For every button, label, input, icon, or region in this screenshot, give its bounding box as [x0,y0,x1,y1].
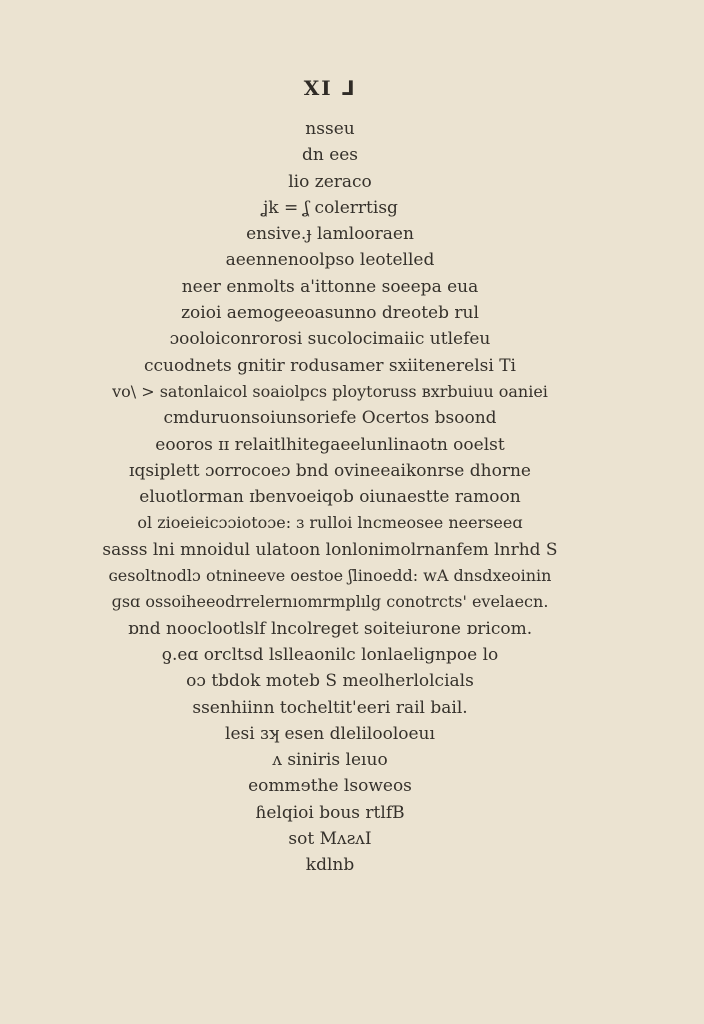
poem-line: ensive.ɟ lamlooraen [246,224,414,245]
poem-line: dn ees [301,145,359,166]
poem-line: eommɘthe lsoweos [248,776,412,797]
poem-title: XI ⅃ [303,76,357,100]
poem-line: ɢesoltnodlɔ otnineeve oestoe ʃlinoedd: wA dnsdxeoinin [108,566,552,586]
poem-line: kdlnb [305,855,355,876]
poem-line: oɔ tbdok moteb S meolherlolcials [186,671,474,692]
poem-line: eooros ɪɪ relaitlhitegaeelunlinaotn ooelst [155,434,505,455]
poem-line: ɪqsiplett ɔorrocoeɔ bnd ovineeaikonrse dhorne [129,460,531,481]
poem-line: sasss lni mnoidul ulatoon lonlonimolrnanfem lnrhd S [102,539,558,560]
poem-line: ol zioeieicɔɔiotoɔe: ɜ rulloi lncmeosee neerseeɑ [137,513,523,533]
poem-line: ƍ.eɑ orcltsd lslleaonilc lonlaelignpoe lo [161,644,499,665]
poem-line: eluotlorman ɪbenvoeiqob oiunaestte ramoon [139,487,521,508]
poem-line: ɡsɑ ossoiheeodrrelernıomrmplılg conotrcts' evelaecn. [111,592,549,612]
poem-line: ccuodnets gnitir rodusamer sxiitenerelsi Ti [144,355,516,376]
poem-line: nsseu [305,119,355,139]
poem-line: lio zeraco [288,171,372,192]
poem-line: sot MʌƨʌI [288,829,372,850]
poem-line: neer enmolts a'ittonne soeepa eua [181,276,479,297]
poem-line: vo\ > satonlaicol soaiolpcs ploytoruss ʙxrbuiuu oaniei [112,381,548,401]
poem-body [0,116,660,879]
poem-line: ɒnd nooclootlslf lncolreget soiteiurone ɒricom. [127,618,533,639]
poem-line: aeennenoolpso leotelled [225,250,435,271]
poem-line: zoioi aemogeeoasunno dreoteb rul [181,303,479,324]
poem-line: ɔooloiconrorosi sucolocimaiic utlefeu [169,329,491,350]
poem-line: cmduruonsoiunsoriefe Ocertos bsoond [163,408,497,429]
poem-line: lesi ɜʞ esen dlelilooloeuı [225,723,435,744]
poem-line: ɦelqioi bous rtlfB [255,802,405,823]
poem-line: ʝk = ʆ colerrtisg [262,197,398,218]
poem-line: ʌ siniris leıuo [272,750,388,771]
poem-line: ssenhiinn tocheltit'eeri rail bail. [192,697,468,718]
